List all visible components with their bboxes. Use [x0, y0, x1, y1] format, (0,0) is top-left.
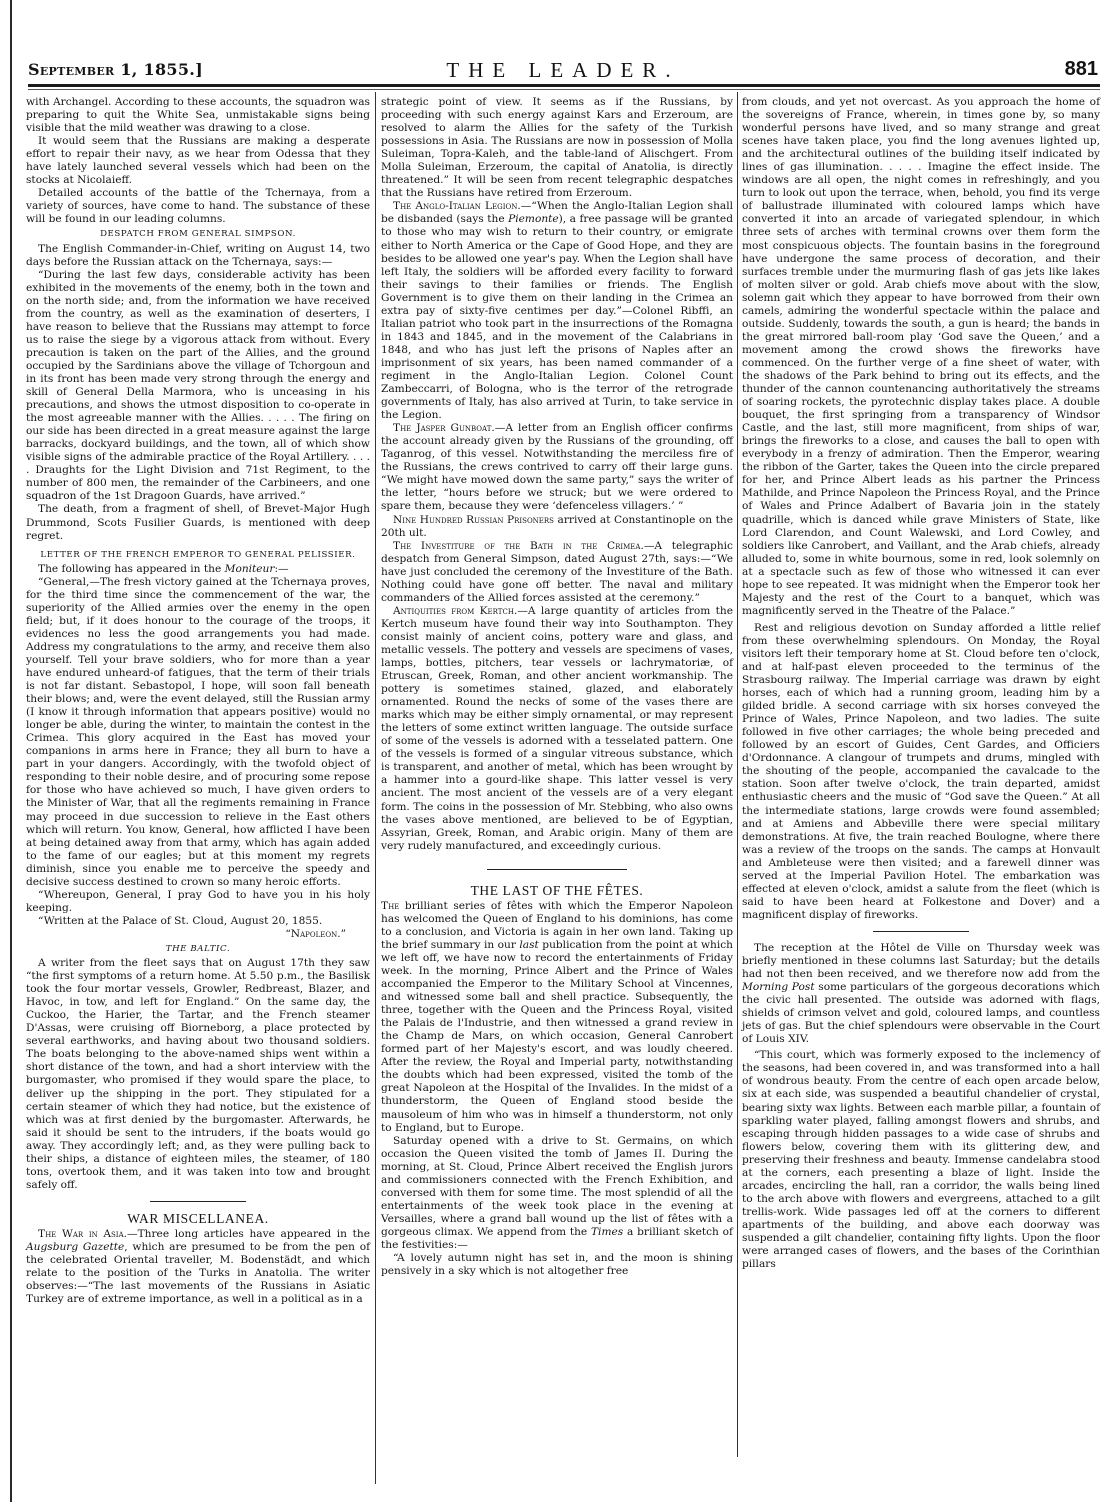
paragraph: The Investiture of the Bath in the Crimea.—A telegraphic despatch from General Simpson, dated August 27th, says:—“We have just concluded the ceremony of the Investiture of the Bath. Nothing could have gone off better. The naval and military commanders of the Allied forces assisted at the ceremony.” — [381, 539, 733, 604]
paragraph: strategic point of view. It seems as if the Russians, by proceeding with such energy against Kars and Erzeroum, are resolved to alarm the Allies for the safety of the Turkish possessions in Asia. The Russians are now in possession of Molla Suleiman, Topra-Kaleh, and the table-land of Alischgert. From Molla Suleiman, Erzeroum, the capital of Anatolia, is directly threatened.” It will be seen from recent telegraphic despatches that the Russians have retired from Erzeroum. — [381, 96, 733, 200]
subheading-baltic: THE BALTIC. — [165, 944, 231, 954]
quoted-paragraph: from clouds, and yet not overcast. As you approach the home of the sovereigns of France, wherein, in times gone by, so many wonderful persons have lived, and so many strange and great scenes have taken place, you find the long avenues lighted up, and the architectural outlines of the building itself indicated by lines of gas illumination. . . . . Imagine the effect inside. The windows are all open, the night comes in refreshingly, and you turn to look out upon the terrace, when, behold, you find its verge of ballustrade illuminated with coloured lamps which have converted it into an arcade of variegated splendour, in which three sets of arches with terminal crowns over them form the most conspicuous objects. The fountain basins in the foreground have undergone the same process of decoration, and their surfaces tremble under the murmuring flash of gas jets like lakes of molten silver or gold. Arab chiefs move about with the slow, solemn gait which they appear to have borrowed from their own camels, admiring the wonderful spectacle within the palace and outside. Suddenly, towards the south, a gun is heard; the bands in the great mirrored ball-room play ‘God save the Queen,’ and a movement among the crowd shows the fireworks have commenced. On the further verge of a fine sheet of water, with the shadows of the Park behind to bring out its effects, and the thunder of the cannon countenancing authoritatively the streams of soaring rockets, the pyrotechnic display takes place. A double bouquet, the first springing from a transparency of Windsor Castle, and the last, still more magnificent, from ships of war, brings the fireworks to a close, and causes the ball to open with everybody in a frenzy of admiration. Then the Emperor, wearing the ribbon of the Garter, takes the Queen into the circle prepared for her, and Prince Albert leads as his partner the Princess Mathilde, and Prince Napoleon the Princess Royal, and the Prince of Wales and Prince Adalbert of Bavaria join in the stately quadrille, which is danced while grave Ministers of State, like Lord Clarendon, and Count Walewski, and Lord Cowley, and soldiers like Canrobert, and Vaillant, and the Arab chiefs, already alluded to, some in white bournous, some in red, look solemnly on at a spectacle such as few of those who witnessed it can ever hope to see repeated. It was midnight when the Emperor took her Majesty and the rest of the Court to a banquet, which was magnificently served in the Theatre of the Palace.” — [742, 96, 1100, 617]
publication-name: Moniteur — [224, 562, 275, 575]
publication-name: Times — [590, 1225, 624, 1238]
masthead-rule — [28, 84, 1100, 87]
paragraph: “Whereupon, General, I pray God to have you in his holy keeping. — [26, 888, 370, 914]
masthead — [28, 58, 1098, 84]
headline-last-of-the-fetes: THE LAST OF THE FÊTES. — [470, 882, 644, 898]
paragraph: Saturday opened with a drive to St. Germains, on which occasion the Queen visited the tomb of James II. During the morning, at St. Cloud, Prince Albert received the English jurors and commissioners connected with the French Exhibition, and conversed with them for some time. The most splendid of all the entertainments of the week took place in the evening at Versailles, where a grand ball wound up the list of fêtes with a gorgeous climax. We append from the Times a brilliant sketch of the festivities:— — [381, 1134, 733, 1251]
column-divider — [737, 92, 738, 1457]
paragraph: “Written at the Palace of St. Cloud, August 20, 1855. — [38, 914, 323, 927]
publication-name: Augsburg Gazette — [26, 1240, 125, 1253]
paragraph: The reception at the Hôtel de Ville on Thursday week was briefly mentioned in these columns last Saturday; but the details had not then been received, and we therefore now add from the Morning Post some particulars of the gorgeous decorations which the civic hall presented. The outside was adorned with flags, shields of crimson velvet and gold, coloured lamps, and countless jets of gas. But the chief splendours were observable in the Court of Louis XIV. — [742, 941, 1100, 1046]
paragraph: The death, from a fragment of shell, of Brevet-Major Hugh Drummond, Scots Fusilier Guards, is mentioned with deep regret. — [26, 503, 370, 542]
headline-war-miscellanea: WAR MISCELLANEA. — [127, 1210, 269, 1226]
subheading-emperor-letter: LETTER OF THE FRENCH EMPEROR TO GENERAL PELISSIER. — [40, 549, 356, 560]
paragraph: It would seem that the Russians are making a desperate effort to repair their navy, as we hear from Odessa that they have lately launched several vessels which had been on the stocks at Nicolaieff. — [26, 135, 370, 187]
paragraph: Rest and religious devotion on Sunday afforded a little relief from these overwhelming splendours. On Monday, the Royal visitors left their temporary home at St. Cloud before ten o'clock, and at half-past eleven proceeded to the terminus of the Strasbourg railway. The Imperial carriage was drawn by eight horses, each of which had a running groom, leading him by a gilded bridle. A second carriage with six horses conveyed the Prince of Wales, Prince Napoleon, and two ladies. The suite followed in five other carriages; the whole being preceded and followed by an escort of Guides, Cent Gardes, and Officiers d'Ordonnance. A clangour of trumpets and drums, mingled with the shouting of the people, accompanied the cavalcade to the station. Soon after twelve o'clock, the train departed, amidst enthusiastic cheers and the music of “God save the Queen.” At all the intermediate stations, large crowds were found assembled; and at Amiens and Abbeville there were special military demonstrations. At five, the train reached Boulogne, where there was a review of the troops on the sands. The camps at Honvault and Ambleteuse were then visited; and a farewell dinner was served at the Imperial Pavilion Hotel. The embarkation was effected at eleven o'clock, amidst a salute from the fleet (which is said to have been heard at Folkestone and Dover) and a magnificent display of fireworks. — [742, 621, 1100, 921]
quoted-despatch: “During the last few days, considerable activity has been exhibited in the movements of the enemy, both in the town and on the north side; and, from the information we have received from the country, as well as the examination of deserters, I have reason to believe that the Russians may attempt to force us to raise the siege by a vigorous attack from without. Every precaution is taken on the part of the Allies, and the ground occupied by the Sardinians above the village of Tchorgoun and in its front has been made very strong through the energy and skill of General Della Marmora, who is unceasing in his precautions, and shows the utmost disposition to co-operate in the most agreeable manner with the Allies. . . . . The firing on our side has been directed in a great measure against the large barracks, dockyard buildings, and the town, all of which show visible signs of the admirable practice of the Royal Artillery. . . . . Draughts for the Light Division and 71st Regiment, to the number of 800 men, the remainder of the Carbineers, and one squadron of the 1st Dragoon Guards, have arrived.” — [26, 268, 370, 503]
signature: “Napoleon.” — [285, 927, 346, 940]
paragraph: The brilliant series of fêtes with which the Emperor Napoleon has welcomed the Queen of England to his dominions, has come to a conclusion, and Victoria is again in her own land. Taking up the brief summary in our last publication from the point at which we left off, we have now to record the entertainments of Friday week. In the morning, Prince Albert and the Prince of Wales accompanied the Emperor to the Military School at Vincennes, and witnessed some ball and shell practice. Subsequently, the three, together with the Queen and the Princess Royal, visited the Palais de l'Industrie, and then witnessed a grand review in the Champ de Mars, on which occasion, General Canrobert formed part of her Majesty's escort, and was loudly cheered. After the review, the Royal and Imperial party, notwithstanding the doubts which had been expressed, visited the tomb of the great Napoleon at the Hospital of the Invalides. In the midst of a thunderstorm, the Queen of England stood beside the mausoleum of him who was in himself a thunderstorm, not only to England, but to Europe. — [381, 899, 733, 1134]
section-separator — [150, 1201, 246, 1202]
column-2 — [381, 96, 733, 1278]
masthead-rule-thin — [28, 89, 1100, 90]
column-3 — [742, 96, 1100, 1271]
run-in-head: The Investiture of the Bath in the Crimea. — [393, 539, 644, 552]
paragraph: The War in Asia.—Three long articles have appeared in the Augsburg Gazette, which are presumed to be from the pen of the celebrated Oriental traveller, M. Bodenstädt, and which relate to the position of the Turks in Anatolia. The writer observes:—“The last movements of the Russians in Asiatic Turkey are of extreme importance, as well in a political as in a — [26, 1227, 371, 1306]
column-1 — [26, 96, 370, 1306]
quoted-paragraph: “This court, which was formerly exposed to the inclemency of the seasons, had been covered in, and was transformed into a hall of wondrous beauty. From the centre of each open arcade below, six at each side, was suspended a beautiful chandelier of crystal, bearing sixty wax lights. Between each marble pillar, a fountain of sparkling water played, falling amongst flowers and shrubs, and escaping through hidden passages to a wide case of shrubs and flowers below, covering them with its glittering dew, and preserving their freshness and beauty. Immense candelabra stood at the corners, each presenting a blaze of light. Inside the arcades, encircling the hall, ran a corridor, the walls being lined to the arch above with flowers and evergreens, attached to a gilt trellis-work. Wide passages led off at the corners to different apartments of the building, and above each doorway was suspended a gilt chandelier, containing fifty lights. Upon the floor were arranged cases of flowers, and the bases of the Corinthian pillars — [742, 1049, 1100, 1271]
paragraph: Nine Hundred Russian Prisoners arrived at Constantinople on the 20th ult. — [381, 513, 733, 539]
subheading-simpson-despatch: DESPATCH FROM GENERAL SIMPSON. — [100, 229, 296, 240]
run-in-head: The Jasper Gunboat. — [393, 422, 495, 435]
run-in-head: The Anglo-Italian Legion. — [393, 200, 521, 213]
column-divider — [375, 92, 376, 1484]
section-separator — [487, 869, 627, 870]
paragraph: with Archangel. According to these accounts, the squadron was preparing to quit the White Sea, unmistakable signs being visible that the mild weather was drawing to a close. — [26, 96, 370, 135]
page-number: 881 — [1064, 58, 1098, 80]
quoted-letter: “General,—The fresh victory gained at the Tchernaya proves, for the third time since the commencement of the war, the superiority of the Allied armies over the enemy in the open field; but, if it does honour to the courage of the troops, it evidences no less the good arrangements you had made. Address my congratulations to the army, and receive them also yourself. Tell your brave soldiers, who for more than a year have endured unheard-of fatigues, that the term of their trials is not far distant. Sebastopol, I hope, will soon fall beneath their blows; and, were the event delayed, still the Russian army (I know it through information that appears positive) would no longer be able, during the winter, to maintain the contest in the Crimea. This glory acquired in the East has moved your companions in arms here in France; they all burn to have a part in your dangers. Accordingly, with the twofold object of responding to their noble desire, and of procuring some repose for those who have achieved so much, I have given orders to the Minister of War, that all the regiments remaining in France may proceed in due succession to relieve in the East others which will return. You know, General, how afflicted I have been at being detained away from that army, which has again added to the fame of our eagles; but at this moment my regrets diminish, since you enable me to perceive the speedy and decisive success destined to crown so many heroic efforts. — [26, 575, 370, 888]
paragraph: Antiquities from Kertch.—A large quantity of articles from the Kertch museum have found their way into Southampton. They consist mainly of ancient coins, pottery ware and glass, and metallic vessels. The pottery and vessels are specimens of vases, lamps, bottles, pitchers, tear vessels or lachrymatoriæ, of Etruscan, Greek, Roman, and other ancient workmanship. The pottery is sometimes stained, glazed, and elaborately ornamented. Round the necks of some of the vases there are marks which may be either simply ornamental, or may represent the letters of some extinct written language. The outside surface of some of the vessels is adorned with a tesselated pattern. One of the vessels is formed of a singular vitreous substance, which is transparent, and another of metal, which has been wrought by a hammer into a gourd-like shape. This latter vessel is very ancient. The most ancient of the vessels are of a very elegant form. The coins in the possession of Mr. Stebbing, who also owns the vases above mentioned, are believed to be of Egyptian, Assyrian, Greek, Roman, and Arabic origin. Many of them are very rudely manufactured, and exceedingly curious. — [381, 604, 733, 852]
publication-name: Piemonte — [508, 213, 559, 226]
paragraph: The following has appeared in the Moniteur:— — [38, 562, 289, 575]
quoted-paragraph: “A lovely autumn night has set in, and the moon is shining pensively in a sky which is not altogether free — [381, 1252, 733, 1278]
run-in-head: The War in Asia. — [38, 1227, 127, 1240]
paragraph: A writer from the fleet says that on August 17th they saw “the first symptoms of a return home. At 5.50 p.m., the Basilisk took the four mortar vessels, Growler, Redbreast, Blazer, and Havoc, in tow, and left for England.” On the same day, the Cuckoo, the Harier, the Tartar, and the French steamer D'Assas, were cruising off Biorneborg, a place protected by several earthworks, and having about two thousand soldiers. The boats belonging to the above-named ships went within a short distance of the town, and had a short interview with the burgomaster, who promised if they would spare the place, to deliver up the shipping in the port. They stipulated for a certain steamer of which they had notice, but the existence of which was at first denied by the burgomaster. Afterwards, he said it should be sent to the intruders, if the boats would go away. They accordingly left; and, as they were pulling back to their ships, a distance of eighteen miles, the steamer, of 180 tons, overtook them, and it was taken into tow and brought safely off. — [26, 957, 370, 1191]
paragraph: The English Commander-in-Chief, writing on August 14, two days before the Russian attack on the Tchernaya, says:— — [26, 242, 370, 268]
paragraph: The Jasper Gunboat.—A letter from an English officer confirms the account already given by the Russians of the grounding, off Taganrog, of this vessel. Notwithstanding the merciless fire of the Russians, the crews contrived to carry off their large guns. “We might have mowed down the same party,” says the writer of the letter, “hours before we struck; but we were ordered to spare them, because they were ‘defenceless villagers.’ ” — [381, 422, 733, 513]
paragraph: Detailed accounts of the battle of the Tchernaya, from a variety of sources, have come to hand. The substance of these will be found in our leading columns. — [26, 187, 370, 226]
newspaper-title: THE LEADER. — [446, 58, 680, 82]
publication-name: Morning Post — [742, 981, 815, 994]
paragraph: The Anglo-Italian Legion.—“When the Anglo-Italian Legion shall be disbanded (says the Piemonte), a free passage will be granted to those who may wish to return to their country, or emigrate either to North America or the Cape of Good Hope, and they are besides to be allowed one year's pay. When the Legion shall have left Italy, the soldiers will be afforded every facility to forward their savings to their families or friends. The English Government is to give them on their landing in the Crimea an extra pay of sixty-five centimes per day.”—Colonel Ribffi, an Italian patriot who took part in the insurrections of the Romagna in 1843 and 1845, and in the movement of the Calabrians in 1848, and who has just left the prisons of Naples after an imprisonment of six years, has been named commander of a regiment in the Anglo-Italian Legion. Colonel Count Zambeccarri, of Bologna, who is the terror of the retrograde governments of Italy, has also arrived at Turin, to take service in the Legion. — [381, 200, 734, 422]
issue-date: September 1, 1855.] — [28, 60, 203, 79]
page-edge — [10, 0, 12, 1502]
run-in-head: Antiquities from Kertch. — [393, 604, 518, 617]
section-separator — [873, 931, 969, 932]
run-in-head: Nine Hundred Russian Prisoners — [393, 513, 554, 526]
